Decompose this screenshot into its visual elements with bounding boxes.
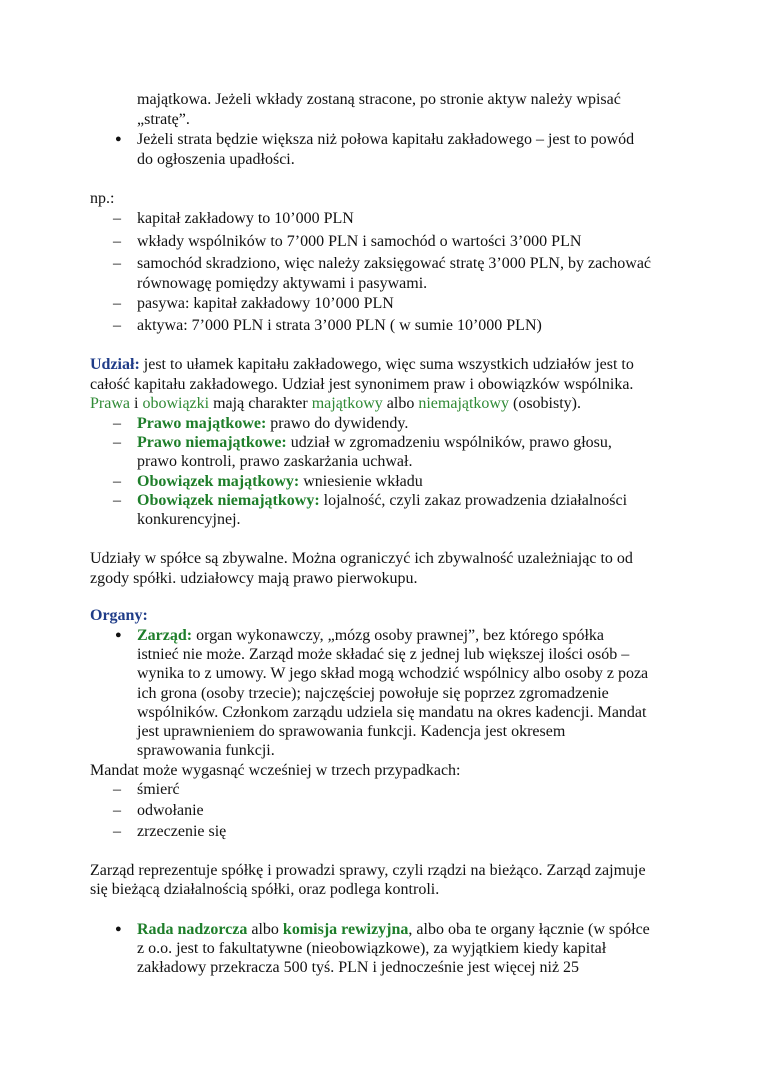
dash-icon: – xyxy=(113,473,121,490)
item-text: lojalność, czyli zakaz prowadzenia działalności xyxy=(319,492,628,509)
list-item: wkłady wspólników to 7’000 PLN i samochód o wartości 3’000 PLN xyxy=(137,233,582,250)
text-line: się bieżącą działalnością spółki, oraz podlega kontroli. xyxy=(90,881,440,898)
list-item: odwołanie xyxy=(137,802,204,819)
text-span: , albo oba te organy łącznie (w spółce xyxy=(408,921,650,938)
text-line: do ogłoszenia upadłości. xyxy=(137,151,295,168)
dash-icon: – xyxy=(113,802,121,819)
list-item: pasywa: kapitał zakładowy 10’000 PLN xyxy=(137,295,394,312)
dash-icon: – xyxy=(113,317,121,334)
rada-term: Rada nadzorcza xyxy=(137,921,248,938)
list-item xyxy=(137,491,627,510)
list-item xyxy=(137,433,612,452)
obowiazki-word: obowiązki xyxy=(142,395,210,412)
text-line: majątkowa. Jeżeli wkłady zostaną stracone, po stronie aktyw należy wpisać xyxy=(137,91,621,108)
text-line: całość kapitału zakładowego. Udział jest synonimem praw i obowiązków wspólnika. xyxy=(90,376,634,393)
text-span: i xyxy=(129,395,143,412)
text-span: albo xyxy=(382,395,419,412)
item-text: prawo do dywidendy. xyxy=(266,415,409,432)
item-term: Prawo majątkowe: xyxy=(137,415,267,432)
text-span: albo xyxy=(247,921,283,938)
bullet-icon: ● xyxy=(115,629,122,641)
text-line: wynika to z umowy. W jego skład mogą wchodzić wspólnicy albo osoby z poza xyxy=(137,665,649,682)
list-item xyxy=(137,472,423,491)
rada-line xyxy=(137,920,650,939)
niemajatkowy-word: niemajątkowy xyxy=(418,395,509,412)
text-span: organ wykonawczy, „mózg osoby prawnej”, bez którego spółka xyxy=(192,627,604,644)
prawa-word: Prawa xyxy=(90,395,130,412)
udzial-term: Udział: xyxy=(90,356,140,373)
text-line: istnieć nie może. Zarząd może składać się z jednej lub większej ilości osób – xyxy=(137,646,630,663)
item-text: udział w zgromadzeniu wspólników, prawo głosu, xyxy=(286,434,612,451)
bullet-icon: ● xyxy=(115,133,122,145)
dash-icon: – xyxy=(113,210,121,227)
dash-icon: – xyxy=(113,233,121,250)
dash-icon: – xyxy=(113,434,121,451)
dash-icon: – xyxy=(113,255,121,272)
text-line: z o.o. jest to fakultatywne (nieobowiązkowe), za wyjątkiem kiedy kapitał xyxy=(137,940,607,957)
bullet-icon: ● xyxy=(115,923,122,935)
zarzad-term: Zarząd: xyxy=(137,627,193,644)
udzial-text: jest to ułamek kapitału zakładowego, więc suma wszystkich udziałów jest to xyxy=(139,356,634,373)
majatkowy-word: majątkowy xyxy=(311,395,383,412)
list-item: kapitał zakładowy to 10’000 PLN xyxy=(137,210,354,227)
dash-icon: – xyxy=(113,781,121,798)
text-line: Mandat może wygasnąć wcześniej w trzech przypadkach: xyxy=(90,762,461,779)
text-line: jest uprawnieniem do sprawowania funkcji. Kadencja jest okresem xyxy=(137,723,566,740)
text-line: zgody spółki. udziałowcy mają prawo pierwokupu. xyxy=(90,570,418,587)
text-line: ich grona (osoby trzecie); najczęściej powołuje się poprzez zgromadzenie xyxy=(137,685,609,702)
item-term: Obowiązek majątkowy: xyxy=(137,473,300,490)
list-item: aktywa: 7’000 PLN i strata 3’000 PLN ( w sumie 10’000 PLN) xyxy=(137,317,542,334)
dash-icon: – xyxy=(113,823,121,840)
text-line: „stratę”. xyxy=(137,111,190,128)
section-heading: Organy: xyxy=(90,607,148,624)
text-line: Zarząd reprezentuje spółkę i prowadzi sprawy, czyli rządzi na bieżąco. Zarząd zajmuje xyxy=(90,862,646,879)
text-line: wspólników. Członkom zarządu udziela się mandatu na okres kadencji. Mandat xyxy=(137,704,647,721)
list-item-cont: równowagę pomiędzy aktywami i pasywami. xyxy=(137,275,428,292)
dash-icon: – xyxy=(113,492,121,509)
udzial-rights-line xyxy=(90,394,581,413)
text-line: Jeżeli strata będzie większa niż połowa kapitału zakładowego – jest to powód xyxy=(137,131,635,148)
dash-icon: – xyxy=(113,415,121,432)
udzial-line xyxy=(90,355,634,374)
text-span: (osobisty). xyxy=(508,395,581,412)
text-line: sprawowania funkcji. xyxy=(137,742,275,759)
list-item xyxy=(137,414,408,433)
zarzad-line xyxy=(137,626,604,645)
list-item-cont: konkurencyjnej. xyxy=(137,511,241,528)
dash-icon: – xyxy=(113,295,121,312)
komisja-term: komisja rewizyjna xyxy=(282,921,409,938)
list-item: zrzeczenie się xyxy=(137,823,227,840)
item-term: Prawo niemajątkowe: xyxy=(137,434,287,451)
example-label: np.: xyxy=(90,190,115,207)
text-span: mają charakter xyxy=(209,395,312,412)
text-line: Udziały w spółce są zbywalne. Można ograniczyć ich zbywalność uzależniając to od xyxy=(90,550,633,567)
item-term: Obowiązek niemajątkowy: xyxy=(137,492,320,509)
list-item-cont: prawo kontroli, prawo zaskarżania uchwał. xyxy=(137,453,413,470)
text-line: zakładowy przekracza 500 tyś. PLN i jednocześnie jest więcej niż 25 xyxy=(137,959,580,976)
list-item: śmierć xyxy=(137,781,180,798)
item-text: wniesienie wkładu xyxy=(299,473,423,490)
list-item: samochód skradziono, więc należy zaksięgować stratę 3’000 PLN, by zachować xyxy=(137,255,652,272)
